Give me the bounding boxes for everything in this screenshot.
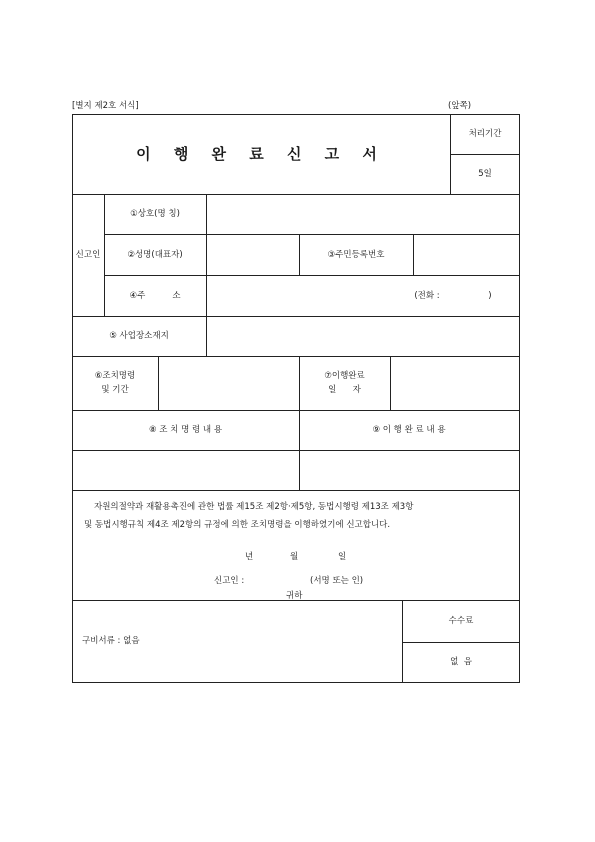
signer-label: 신고인 : (214, 576, 245, 586)
resident-number-label: ③주민등록번호 (327, 249, 385, 260)
workplace-address-field[interactable] (207, 316, 519, 356)
statement-line-1: 자원의절약과 재활용촉진에 관한 법률 제15조 제2항·제5항, 동법시행령 제13조 제3항 (94, 502, 414, 512)
signature-note: (서명 또는 인) (310, 576, 364, 586)
form-number-label: [별지 제2호 서식] (72, 101, 139, 111)
representative-name-label: ②성명(대표자) (127, 249, 183, 260)
representative-name-field[interactable] (207, 234, 299, 275)
fee-value: 없 음 (450, 657, 472, 667)
statement-line-2: 및 동법시행규칙 제4조 제2항의 규정에 의한 조치명령을 이행하였기에 신고합니다. (84, 520, 391, 530)
company-name-label: ①상호(명 칭) (130, 209, 180, 219)
address-field[interactable] (207, 275, 387, 316)
completion-content-label: ⑨ 이 행 완 료 내 용 (372, 425, 446, 435)
required-documents-label: 구비서류 : 없음 (82, 636, 140, 646)
resident-number-field[interactable] (414, 234, 519, 275)
phone-label: (전화 : ) (414, 290, 492, 301)
processing-period-value: 5일 (478, 169, 492, 179)
date-day-label: 일 (338, 552, 347, 562)
completion-date-label (299, 356, 390, 410)
completion-date-field[interactable] (391, 356, 519, 410)
date-month-label: 월 (290, 552, 299, 562)
order-period-label-line-2: 및 기간 (101, 385, 129, 395)
workplace-address-label: ⑤ 사업장소재지 (109, 331, 169, 341)
fee-label: 수수료 (448, 616, 474, 626)
reporter-label: 신고인 (75, 250, 101, 260)
processing-period-label: 처리기간 (468, 129, 502, 139)
form-title: 이 행 완 료 신 고 서 (136, 145, 386, 163)
order-content-field[interactable] (73, 450, 299, 490)
date-year-label: 년 (245, 552, 254, 562)
completion-date-label-line-2: 일 자 (328, 385, 361, 395)
order-period-label-line-1: ⑥조치명령 (94, 371, 136, 381)
order-content-label: ⑧ 조 치 명 령 내 용 (148, 425, 223, 435)
completion-content-field[interactable] (300, 450, 519, 490)
page-side-label: (앞쪽) (448, 101, 472, 111)
recipient-label: 귀하 (286, 591, 303, 601)
order-period-label (72, 356, 158, 410)
company-name-field[interactable] (207, 194, 519, 234)
address-label: ④주 소 (129, 290, 181, 301)
completion-date-label-line-1: ⑦이행완료 (324, 371, 365, 381)
order-period-field[interactable] (159, 356, 299, 410)
